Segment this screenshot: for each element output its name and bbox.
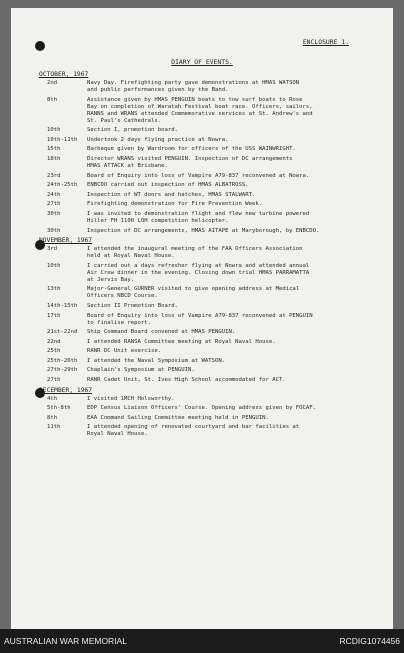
entry-text: Section I, promotion board. [87,127,178,134]
entry-text: Director WRANS visited PENGUIN. Inspection of DC arrangements HMAS ATTACK at Brisbane. [87,155,293,169]
entry-date: 23rd [47,172,61,179]
entry-date: 13th [47,286,61,293]
diary-entry [39,246,375,260]
entry-text: Firefighting demonstration for Fire Prevention Week. [87,201,263,208]
footer-record-id: RCDIG1074456 [339,636,400,646]
diary-entry [39,348,375,355]
diary-entry [39,127,375,134]
entry-text: Inspection of DC arrangements, HMAS AITAPE at Maryborough, by ENBCDO. [87,227,320,234]
diary-entry [39,377,375,384]
entry-date: 25th [47,348,61,355]
entry-text: Undertook 2 days flying practice at Nowra. [87,136,229,143]
entry-date: 25th-26th [47,357,78,364]
entry-date: 21st-22nd [47,329,78,336]
entry-date: 5th-8th [47,405,71,412]
entry-text: I was invited to demonstration flight and flew new turbine powered Hiller FH 1100 LOH competition helicopter. [87,210,310,224]
entry-text: Major-General GURNER visited to give opening address at Medical Officers NBCD Course. [87,286,300,300]
diary-entry [39,424,375,438]
document-page [11,8,393,629]
entry-date: 30th [47,227,61,234]
entry-date: 3rd [47,246,58,253]
entry-text: I attended the Naval Symposium at WATSON. [87,357,226,364]
diary-entry [39,173,375,180]
entry-text: Inspection of WT doors and hatches, HMAS STALWART. [87,191,256,198]
entry-date: 10th [47,262,61,269]
entry-text: EAA Command Sailing Committee meeting held in PENGUIN. [87,414,269,421]
entry-text: I attended RANSA Committee meeting at Royal Naval House. [87,338,276,345]
entry-date: 27th [47,377,61,384]
month-heading: OCTOBER, 1967 [39,71,89,78]
entry-text: Chaplain's Symposium at PENGUIN. [87,367,195,374]
diary-entry [39,263,375,284]
entry-date: 22nd [47,338,61,345]
diary-entry [39,396,375,403]
entry-date: 10th-11th [47,136,78,143]
entry-date: 17th [47,312,61,319]
month-heading: DECEMBER, 1967 [39,386,93,394]
footer-bar [0,629,404,653]
entry-date: 18th [47,155,61,162]
entry-text: Board of Enquiry into loss of Vampire A79-837 reconvened at Nowra. [87,172,310,179]
entry-text: EDP Census Liaison Officers' Course. Opening address given by FOCAF. [87,405,317,412]
entry-text: I carried out a days refresher flying at Nowra and attended annual Air Crew dinner in the evening. Closing down trial HMAS PARRAMATTA at Jervis Bay. [87,262,310,283]
diary-entry [39,156,375,170]
entry-text: I attended opening of renovated courtyard and bar facilities at Royal Naval House. [87,424,300,438]
diary-entry [39,329,375,336]
entry-text: Section II Promotion Board. [87,302,178,309]
diary-entry [39,201,375,208]
entry-text: RANR DC Unit exercise. [87,348,162,355]
diary-entry [39,192,375,199]
entry-text: RANR Cadet Unit, St. Ives High School accommodated for ACT. [87,377,286,384]
diary-entry [39,146,375,153]
entry-date: 11th [47,424,61,431]
entry-date: 4th [47,395,58,402]
entry-text: Assistance given by HMAS PENGUIN boats to tow surf boats to Rose Bay on completion of Waratah Festival boat race. Officers, sailors, RANNS and WRANS attended Commemorative services at St. Andrew's and St. Paul's Cathedrals. [87,96,313,124]
entry-text: Navy Day. Firefighting party gave demonstrations at HMAS WATSON and public performances given by the Band. [87,80,300,93]
entry-text: Ship Command Board convened at HMAS PENGUIN. [87,329,236,336]
diary-content [39,69,375,441]
diary-entry [39,228,375,235]
enclosure-label: ENCLOSURE 1. [302,38,349,46]
entry-text: Barbeque given by Wardroom for officers of the USS WAINWRIGHT. [87,146,296,153]
diary-entry [39,367,375,374]
diary-entry [39,97,375,125]
diary-entry [39,137,375,144]
diary-entry [39,80,375,94]
diary-entry [39,405,375,412]
footer-source: AUSTRALIAN WAR MEMORIAL [4,636,127,646]
diary-entry [39,211,375,225]
entry-date: 27th [47,201,61,208]
entry-text: ENBCDO carried out inspection of HMAS ALBATROSS. [87,182,249,189]
entry-date: 15th [47,146,61,153]
entry-date: 24th [47,191,61,198]
diary-entry [39,358,375,365]
entry-date: 24th-25th [47,182,78,189]
diary-entry [39,286,375,300]
entry-date: 10th [47,127,61,134]
diary-entry [39,303,375,310]
entry-date: 2nd [47,80,58,86]
entry-text: Board of Enquiry into loss of Vampire A79-837 reconvened at PENGUIN to finalise report. [87,312,313,326]
punch-hole [35,41,45,51]
entry-date: 30th [47,210,61,217]
diary-entry [39,415,375,422]
entry-date: 8th [47,414,58,421]
month-heading: NOVEMBER, 1967 [39,237,93,245]
entry-date: 8th [47,96,58,103]
document-title: DIARY OF EVENTS. [171,58,233,66]
diary-entry [39,339,375,346]
entry-text: I attended the inaugural meeting of the FAA Officers Association held at Royal Naval House. [87,246,303,260]
entry-date: 27th-29th [47,367,78,374]
diary-entry [39,182,375,189]
entry-date: 14th-15th [47,302,78,309]
diary-entry [39,313,375,327]
entry-text: I visited 1MCH Holsworthy. [87,395,175,402]
